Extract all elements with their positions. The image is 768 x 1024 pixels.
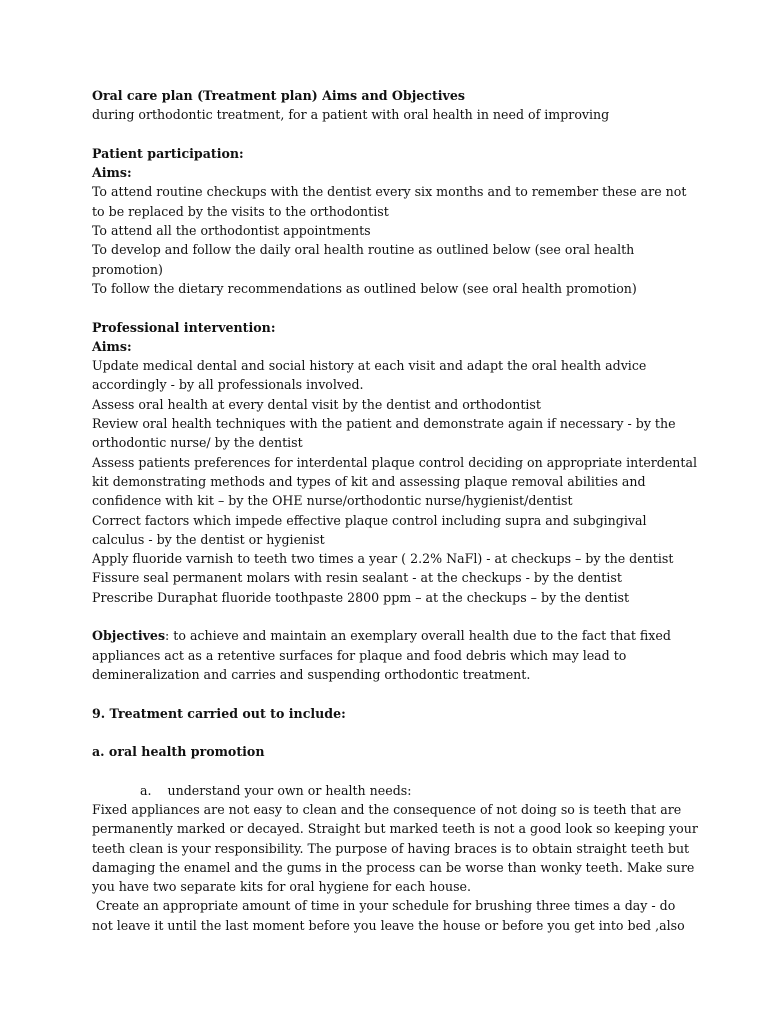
spacer	[92, 125, 692, 144]
paragraph-line: damaging the enamel and the gums in the process can be worse than wonky teeth. Make sure	[92, 859, 695, 875]
patient-aim-line: to be replaced by the visits to the orthodontist	[92, 203, 389, 219]
spacer	[92, 761, 692, 780]
list-item-a: a. understand your own or health needs:	[140, 782, 412, 798]
professional-aim-line: calculus - by the dentist or hygienist	[92, 531, 325, 547]
objectives-line: demineralization and carries and suspending orthodontic treatment.	[92, 666, 531, 682]
patient-aims-label: Aims:	[92, 165, 132, 181]
paragraph-line: you have two separate kits for oral hygiene for each house.	[92, 879, 472, 895]
professional-aim-line: accordingly - by all professionals involved.	[92, 377, 364, 393]
patient-aim-line: To follow the dietary recommendations as outlined below (see oral health promotion)	[92, 280, 637, 296]
professional-aim-line: Update medical dental and social history at each visit and adapt the oral health advice	[92, 358, 647, 374]
professional-aim-line: Assess patients preferences for interdental plaque control deciding on appropriate interdental	[92, 454, 698, 470]
professional-aim-line: confidence with kit – by the OHE nurse/orthodontic nurse/hygienist/dentist	[92, 493, 573, 509]
professional-aim-line: orthodontic nurse/ by the dentist	[92, 435, 303, 451]
spacer	[92, 684, 692, 703]
objectives-label: Objectives	[92, 628, 166, 644]
patient-aim-line: To develop and follow the daily oral health routine as outlined below (see oral health	[92, 242, 635, 258]
spacer	[92, 723, 692, 742]
objectives-line: appliances act as a retentive surfaces for plaque and food debris which may lead to	[92, 647, 627, 663]
spacer	[92, 298, 692, 317]
paragraph-line: teeth clean is your responsibility. The purpose of having braces is to obtain straight teeth but	[92, 840, 690, 856]
patient-aim-line: promotion)	[92, 261, 163, 277]
document-page	[92, 86, 698, 935]
objectives-first-line	[92, 626, 692, 645]
objectives-text: : to achieve and maintain an exemplary overall health due to the fact that fixed	[165, 628, 671, 644]
professional-aim-line: Review oral health techniques with the patient and demonstrate again if necessary - by the	[92, 416, 676, 432]
professional-aim-line: Prescribe Duraphat fluoride toothpaste 2800 ppm – at the checkups – by the dentist	[92, 589, 630, 605]
professional-aim-line: Assess oral health at every dental visit by the dentist and orthodontist	[92, 396, 541, 412]
section-9-heading: 9. Treatment carried out to include:	[92, 705, 346, 721]
paragraph-line: Fixed appliances are not easy to clean and the consequence of not doing so is teeth that are	[92, 801, 682, 817]
professional-aims-label: Aims:	[92, 338, 132, 354]
paragraph-line: not leave it until the last moment before you leave the house or before you get into bed ,also	[92, 917, 685, 933]
patient-participation-heading: Patient participation:	[92, 145, 244, 161]
paragraph-line: Create an appropriate amount of time in your schedule for brushing three times a day - do	[92, 898, 676, 914]
oral-health-promotion-heading: a. oral health promotion	[92, 744, 265, 760]
professional-aim-line: Fissure seal permanent molars with resin sealant - at the checkups - by the dentist	[92, 570, 622, 586]
spacer	[92, 607, 692, 626]
professional-aim-line: Apply fluoride varnish to teeth two times a year ( 2.2% NaFl) - at checkups – by the dentist	[92, 551, 674, 567]
patient-aim-line: To attend all the orthodontist appointments	[92, 223, 371, 239]
professional-intervention-heading: Professional intervention:	[92, 319, 276, 335]
document-subtitle: during orthodontic treatment, for a patient with oral health in need of improving	[92, 107, 610, 123]
patient-aim-line: To attend routine checkups with the dentist every six months and to remember these are not	[92, 184, 687, 200]
professional-aim-line: kit demonstrating methods and types of kit and assessing plaque removal abilities and	[92, 473, 646, 489]
paragraph-line: permanently marked or decayed. Straight but marked teeth is not a good look so keeping your	[92, 821, 698, 837]
document-title: Oral care plan (Treatment plan) Aims and Objectives	[92, 88, 465, 103]
professional-aim-line: Correct factors which impede effective plaque control including supra and subgingival	[92, 512, 647, 528]
